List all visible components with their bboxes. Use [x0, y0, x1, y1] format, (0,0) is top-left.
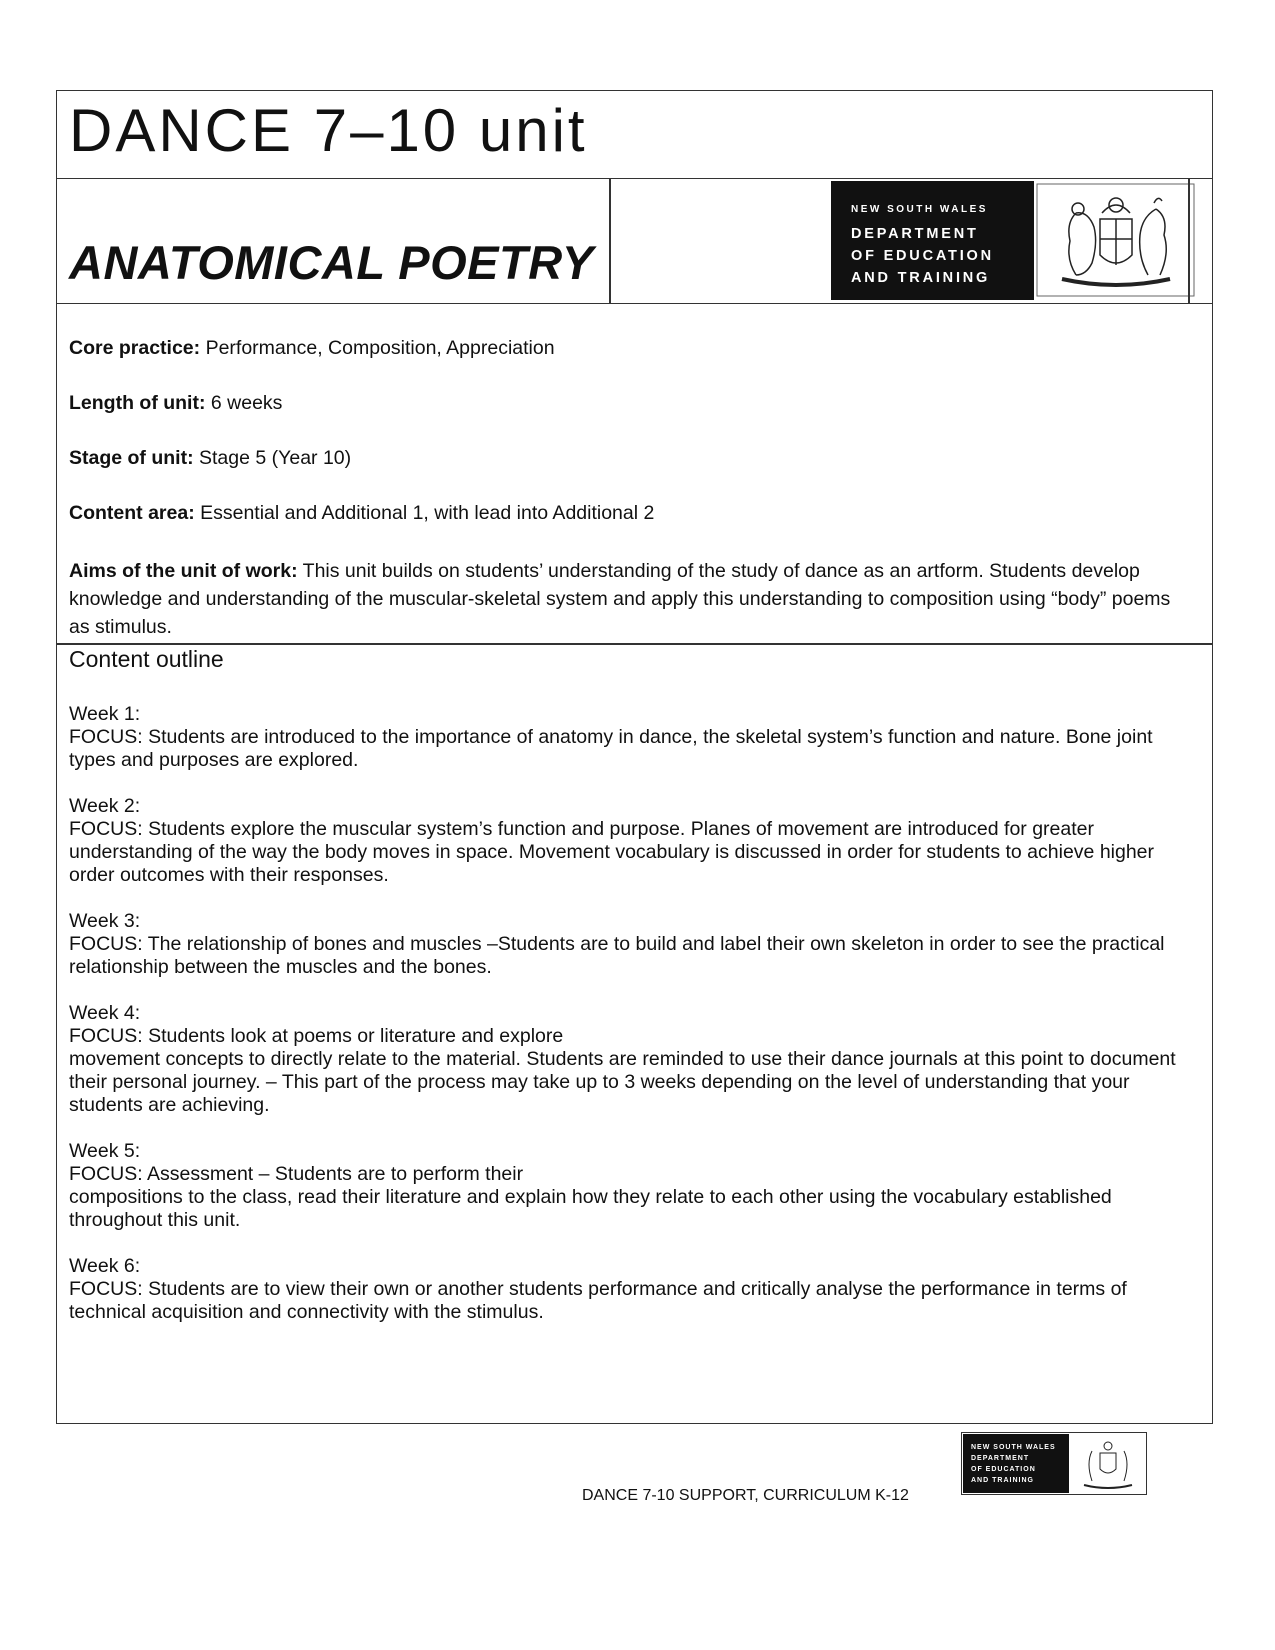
stage-value: Stage 5 (Year 10) — [199, 447, 352, 469]
header-right-divider — [1188, 179, 1190, 303]
logo-line: NEW SOUTH WALES — [851, 204, 988, 215]
header-divider — [609, 179, 611, 303]
footer-logo-block — [963, 1434, 1069, 1493]
unit-name: ANATOMICAL POETRY — [69, 236, 594, 289]
week-label: Week 5: — [69, 1140, 141, 1162]
aims-field — [69, 557, 1189, 641]
week-focus: FOCUS: Students explore the muscular system’s function and purpose. Planes of movement are introduced for greater understanding of the way the body moves in space. Movement vocabulary is discussed in order for students to achieve higher order outcomes with their responses. — [69, 818, 1155, 886]
week-label: Week 3: — [69, 910, 141, 932]
content-area-field — [69, 502, 654, 525]
stage-field — [69, 447, 351, 470]
week-focus: FOCUS: Students are to view their own or another students performance and critically analyse the performance in terms of technical acquisition and connectivity with the stimulus. — [69, 1278, 1127, 1323]
core-practice-label: Core practice: — [69, 337, 201, 359]
content-area-value: Essential and Additional 1, with lead into Additional 2 — [200, 502, 655, 524]
week-item — [69, 703, 1179, 772]
footer-text: DANCE 7-10 SUPPORT, CURRICULUM K-12 — [582, 1487, 909, 1504]
content-area-label: Content area: — [69, 502, 195, 524]
week-focus: FOCUS: Assessment – Students are to perform their — [69, 1163, 524, 1185]
week-label: Week 4: — [69, 1002, 141, 1024]
logo-line: NEW SOUTH WALES — [971, 1444, 1056, 1451]
length-field — [69, 392, 282, 415]
week-item — [69, 910, 1179, 979]
logo-line: OF EDUCATION — [851, 248, 994, 264]
aims-value: This unit builds on students’ understanding of the study of dance as an artform. Students develop knowledge and understanding of the muscular-skeletal system and apply this understanding to composition using “body” poems as stimulus. — [69, 560, 1171, 638]
length-label: Length of unit: — [69, 392, 206, 414]
core-practice-field — [69, 337, 555, 360]
week-label: Week 6: — [69, 1255, 141, 1277]
content-outline-heading: Content outline — [69, 646, 224, 672]
stage-label: Stage of unit: — [69, 447, 194, 469]
section-divider — [57, 643, 1212, 645]
week-item — [69, 1140, 1179, 1232]
week-label: Week 2: — [69, 795, 141, 817]
coat-of-arms-icon — [1036, 183, 1196, 298]
unit-document-frame — [56, 90, 1213, 1424]
logo-line: DEPARTMENT — [971, 1455, 1030, 1462]
logo-line: AND TRAINING — [851, 270, 991, 286]
week-item — [69, 795, 1179, 887]
core-practice-value: Performance, Composition, Appreciation — [205, 337, 555, 359]
week-item — [69, 1255, 1179, 1324]
header-row — [57, 179, 1212, 304]
logo-line: OF EDUCATION — [971, 1466, 1036, 1473]
logo-line: AND TRAINING — [971, 1477, 1034, 1484]
unit-title: DANCE 7–10 unit — [69, 97, 588, 164]
week-focus-continued: movement concepts to directly relate to the material. Students are reminded to use their dance journals at this point to document their personal journey. – This part of the process may take up to 3 weeks depending on the level of understanding that your students are achieving. — [69, 1048, 1176, 1116]
week-focus: FOCUS: Students are introduced to the importance of anatomy in dance, the skeletal system’s function and nature. Bone joint types and purposes are explored. — [69, 726, 1153, 771]
title-row — [57, 91, 1212, 179]
week-label: Week 1: — [69, 703, 141, 725]
week-list — [69, 703, 1179, 1347]
length-value: 6 weeks — [210, 392, 283, 414]
week-focus: FOCUS: The relationship of bones and muscles –Students are to build and label their own skeleton in order to see the practical relationship between the muscles and the bones. — [69, 933, 1165, 978]
logo-line: DEPARTMENT — [851, 226, 979, 242]
department-logo — [831, 181, 1034, 300]
footer-crest-icon — [1074, 1437, 1142, 1491]
week-focus-continued: compositions to the class, read their literature and explain how they relate to each other using the vocabulary established throughout this unit. — [69, 1186, 1112, 1231]
week-focus: FOCUS: Students look at poems or literature and explore — [69, 1025, 564, 1047]
aims-label: Aims of the unit of work: — [69, 560, 298, 582]
footer-logo — [961, 1432, 1147, 1495]
week-item — [69, 1002, 1179, 1117]
